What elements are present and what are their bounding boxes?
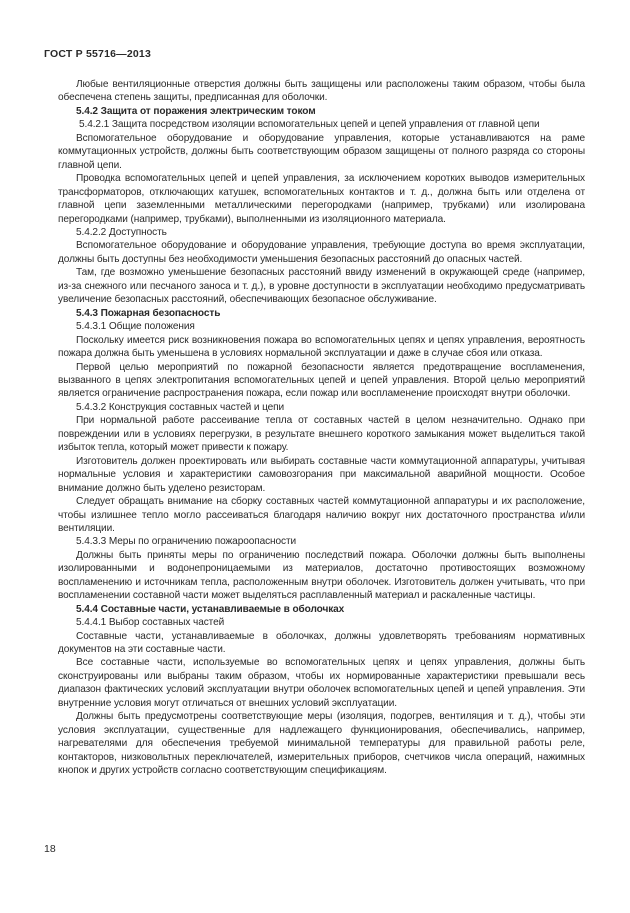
paragraph: Все составные части, используемые во вспомогательных цепях и цепях управления, должны быть сконструированы или выбраны таким образом, чтобы их нормированные характеристики превышали весь диапазон фактических условий эксплуатации внутри оболочек вспомогательных цепей и цепей управления. Эти внутренние условия могут отличаться от внешних условий эксплуатации. [58,657,585,709]
paragraph: Должны быть предусмотрены соответствующие меры (изоляция, подогрев, вентиляция и т. д.), чтобы эти условия эксплуатации, существенные для надлежащего функционирования, обеспечивались, например, нагревателями для обеспечения требуемой минимальной температуры для правильной работы реле, контакторов, низковольтных переключателей, измерительных приборов, счетчиков числа операций, нажимных кнопок и других устройств согласно соответствующим спецификациям. [58,711,585,777]
page-number: 18 [44,843,56,855]
paragraph: Первой целью мероприятий по пожарной безопасности является предотвращение воспламенения, вызванного в цепях электропитания вспомогательных цепей и цепей управления. Второй целью мероприятий является ограничение распространения пожара, если пожар или воспламенение происходят внутри оболочки. [58,361,585,400]
paragraph: Поскольку имеется риск возникновения пожара во вспомогательных цепях и цепях управления, вероятность пожара должна быть уменьшена в условиях нормальной эксплуатации и даже в случае сбоя или отказа. [58,334,585,360]
subsection-heading: 5.4.2.1 Защита посредством изоляции вспомогательных цепей и цепей управления от главной цепи [79,119,540,131]
subsection-heading: 5.4.4.1 Выбор составных частей [76,617,225,629]
paragraph: Там, где возможно уменьшение безопасных расстояний ввиду изменений в окружающей среде (например, из-за снежного или песчаного заноса и т. д.), в уровне доступности в эксплуатации необходимо предусматривать увеличение безопасных расстояний, обеспечивающих безопасное обслуживание. [58,267,585,306]
paragraph: Вспомогательное оборудование и оборудование управления, которые устанавливаются на раме коммутационных устройств, должны быть соответствующим образом защищены от полного разряда со стороны главной цепи. [58,132,585,171]
paragraph: Вспомогательное оборудование и оборудование управления, требующие доступа во время эксплуатации, должны быть доступны без необходимости уменьшения безопасных расстояний до опасных частей. [58,240,585,265]
paragraph: Должны быть приняты меры по ограничению последствий пожара. Оболочки должны быть выполнены изолированными и водонепроницаемыми из материалов, достаточно противостоящих возможному воспламенению и источникам тепла, расположенным внутри оболочек. Изготовитель должен учитывать, что при воспламенении составной части может выделяться расплавленный материал и раскаленные частицы. [58,549,585,602]
section-heading: 5.4.4 Составные части, устанавливаемые в оболочках [76,603,345,615]
subsection-heading: 5.4.2.2 Доступность [76,226,167,238]
section-heading: 5.4.3 Пожарная безопасность [76,307,221,319]
paragraph: Составные части, устанавливаемые в оболочках, должны удовлетворять требованиям нормативных документов на эти составные части. [58,630,585,656]
document-body [58,78,585,778]
paragraph: При нормальной работе рассеивание тепла от составных частей в целом незначительно. Однако при повреждении или в условиях перегрузки, в результате внешнего короткого замыкания может выделиться такой избыток тепла, который может привести к пожару. [58,415,585,454]
subsection-heading: 5.4.3.3 Меры по ограничению пожароопасности [76,536,297,548]
paragraph: Следует обращать внимание на сборку составных частей коммутационной аппаратуры и их расположение, чтобы излишнее тепло могло рассеиваться благодаря наличию вокруг них достаточного пространства и/или вентиляции. [58,496,585,534]
subsection-heading: 5.4.3.2 Конструкция составных частей и цепи [76,401,285,413]
subsection-heading: 5.4.3.1 Общие положения [76,321,195,333]
paragraph: Любые вентиляционные отверстия должны быть защищены или расположены таким образом, чтобы была обеспечена степень защиты, предписанная для оболочки. [58,79,585,104]
document-code-header: ГОСТ Р 55716—2013 [44,48,152,60]
paragraph: Проводка вспомогательных цепей и цепей управления, за исключением коротких выводов измерительных трансформаторов, отключающих катушек, вспомогательных контактов и т. д., должна быть или отделена от главной цепи заземленными металлическими перегородками (например, трубками) или изолирована перегородками (например, трубками), выполненными из изоляционного материала. [58,173,585,225]
paragraph: Изготовитель должен проектировать или выбирать составные части коммутационной аппаратуры, учитывая нормальные условия и характеристики самовозгорания при максимальной аварийной мощности. Особое внимание должно быть уделено резисторам. [58,455,585,494]
section-heading: 5.4.2 Защита от поражения электрическим током [76,105,316,117]
